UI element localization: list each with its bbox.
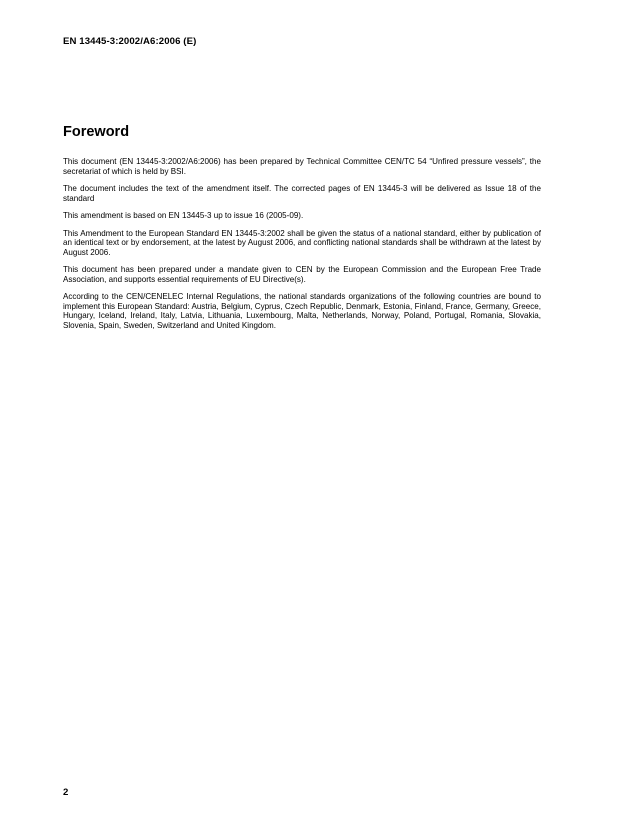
section-title: Foreword <box>63 124 130 140</box>
paragraph-3: This amendment is based on EN 13445-3 up to issue 16 (2005-09). <box>63 211 304 220</box>
paragraph-2: The document includes the text of the amendment itself. The corrected pages of EN 13445-3 will be delivered as Issue 18 of the standard <box>63 184 541 203</box>
page-number: 2 <box>63 787 69 798</box>
paragraph-5: This document has been prepared under a mandate given to CEN by the European Commission and the European Free Trade Association, and supports essential requirements of EU Directive(s). <box>63 265 541 284</box>
paragraph-1: This document (EN 13445-3:2002/A6:2006) has been prepared by Technical Committee CEN/TC 54 “Unfired pressure vessels”, the secretariat of which is held by BSI. <box>63 157 541 176</box>
paragraph-6: According to the CEN/CENELEC Internal Regulations, the national standards organizations of the following countries are bound to implement this European Standard: Austria, Belgium, Cyprus, Czech Republic, Denmark, Estonia, Finland, France, Germany, Greece, Hungary, Iceland, Ireland, Italy, Latvia, Lithuania, Luxembourg, Malta, Netherlands, Norway, Poland, Portugal, Romania, Slovakia, Slovenia, Spain, Sweden, Switzerland and United Kingdom. <box>63 292 541 330</box>
document-header: EN 13445-3:2002/A6:2006 (E) <box>63 36 197 47</box>
paragraph-4: This Amendment to the European Standard EN 13445-3:2002 shall be given the status of a national standard, either by publication of an identical text or by endorsement, at the latest by August 2006, and conflicting national standards shall be withdrawn at the latest by August 2006. <box>63 228 541 257</box>
foreword-body <box>63 157 541 338</box>
